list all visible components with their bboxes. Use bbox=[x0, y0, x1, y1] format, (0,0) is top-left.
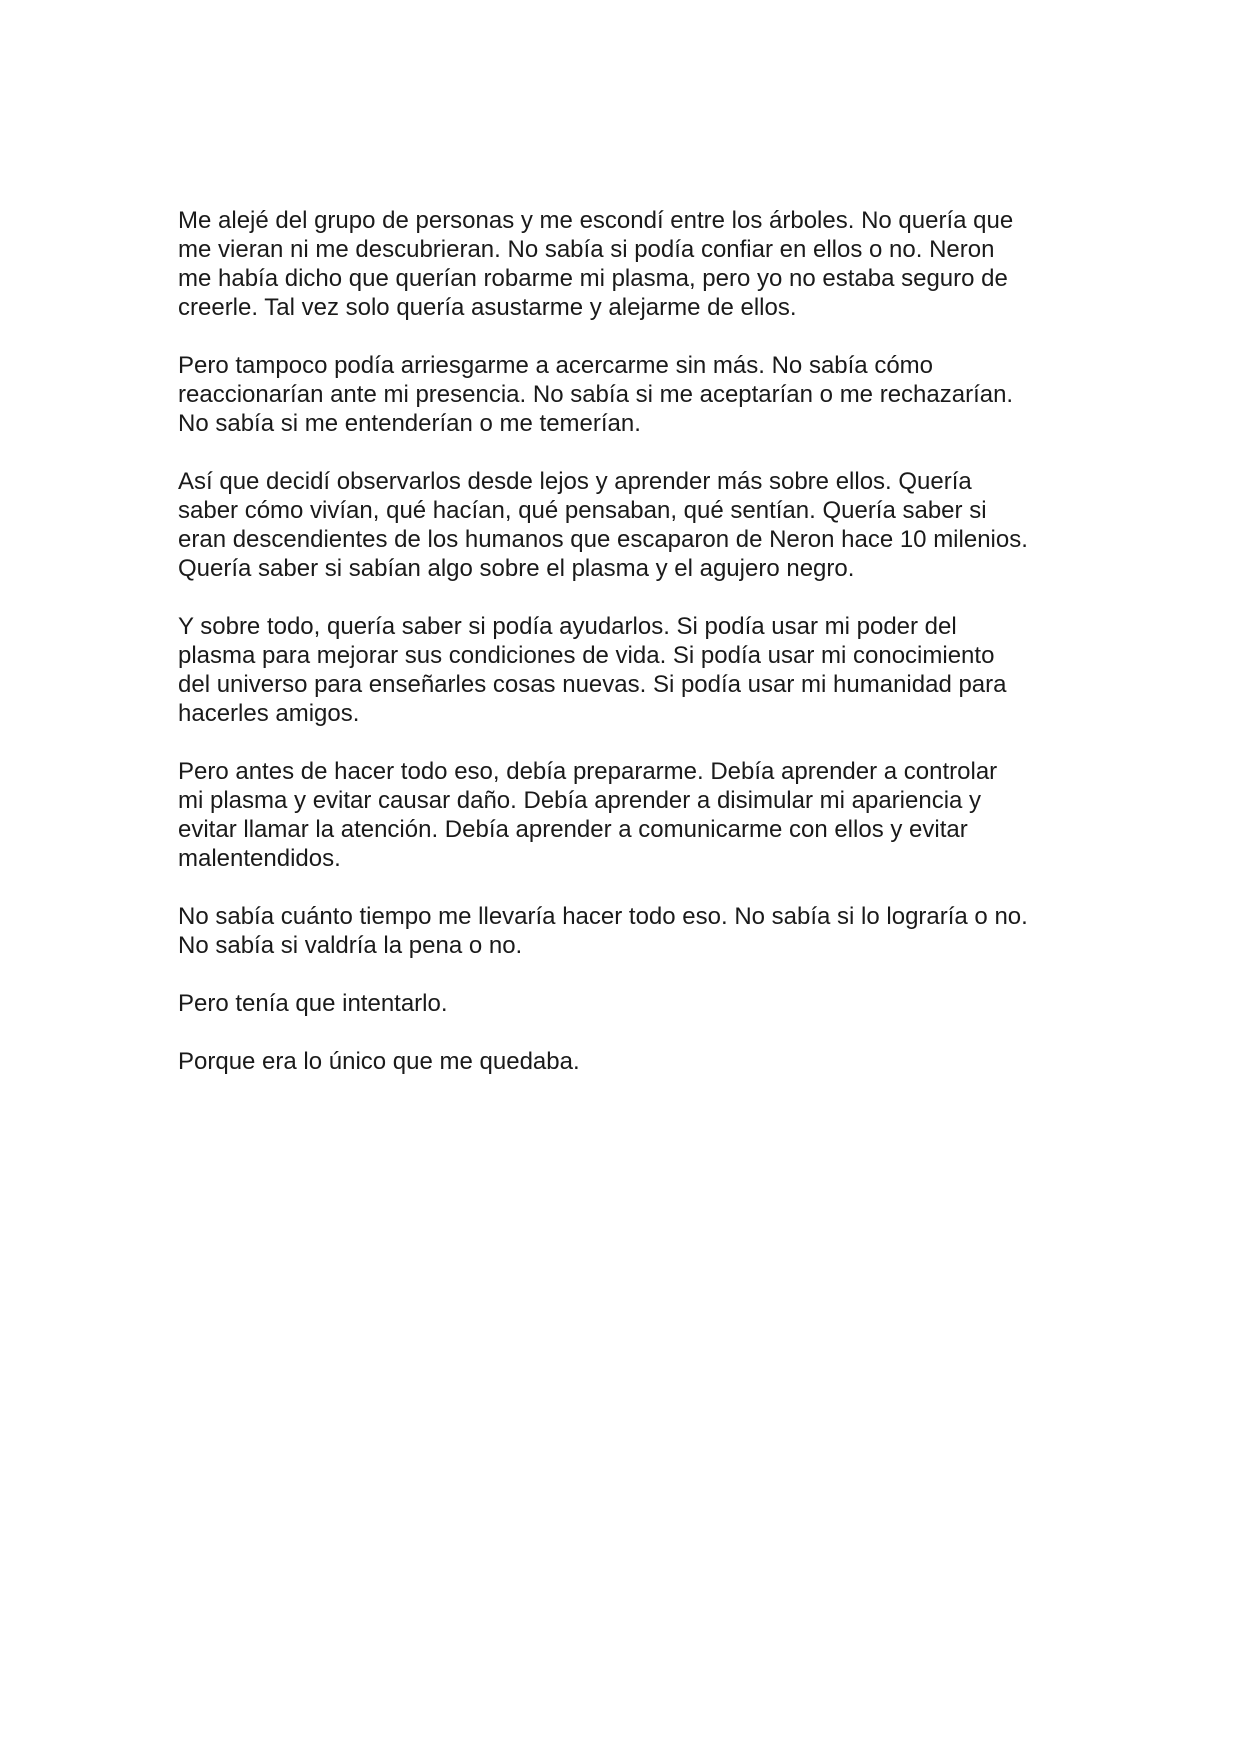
paragraph-line: evitar llamar la atención. Debía aprender a comunicarme con ellos y evitar bbox=[178, 816, 968, 843]
paragraph-line: Me alejé del grupo de personas y me escondí entre los árboles. No quería que bbox=[178, 207, 1014, 234]
paragraph-line: Porque era lo único que me quedaba. bbox=[178, 1048, 580, 1075]
paragraph-line: Así que decidí observarlos desde lejos y aprender más sobre ellos. Quería bbox=[178, 468, 972, 495]
paragraph-2 bbox=[178, 351, 1078, 438]
paragraph-line: me vieran ni me descubrieran. No sabía si podía confiar en ellos o no. Neron bbox=[178, 236, 995, 263]
paragraph-8 bbox=[178, 1047, 1078, 1076]
paragraph-line: Pero tampoco podía arriesgarme a acercarme sin más. No sabía cómo bbox=[178, 352, 934, 379]
paragraph-line: Pero antes de hacer todo eso, debía prepararme. Debía aprender a controlar bbox=[178, 758, 998, 785]
paragraph-line: Pero tenía que intentarlo. bbox=[178, 990, 448, 1017]
paragraph-line: No sabía si me entenderían o me temerían. bbox=[178, 410, 641, 437]
paragraph-1 bbox=[178, 206, 1078, 322]
paragraph-line: reaccionarían ante mi presencia. No sabía si me aceptarían o me rechazarían. bbox=[178, 381, 1014, 408]
paragraph-line: plasma para mejorar sus condiciones de vida. Si podía usar mi conocimiento bbox=[178, 642, 995, 669]
paragraph-line: No sabía cuánto tiempo me llevaría hacer todo eso. No sabía si lo lograría o no. bbox=[178, 903, 1028, 930]
paragraph-line: eran descendientes de los humanos que escaparon de Neron hace 10 milenios. bbox=[178, 526, 1028, 553]
paragraph-line: No sabía si valdría la pena o no. bbox=[178, 932, 523, 959]
paragraph-line: hacerles amigos. bbox=[178, 700, 360, 727]
paragraph-3 bbox=[178, 467, 1078, 583]
paragraph-5 bbox=[178, 757, 1078, 873]
paragraph-line: Quería saber si sabían algo sobre el plasma y el agujero negro. bbox=[178, 555, 855, 582]
paragraph-4 bbox=[178, 612, 1078, 728]
paragraph-line: Y sobre todo, quería saber si podía ayudarlos. Si podía usar mi poder del bbox=[178, 613, 957, 640]
paragraph-7 bbox=[178, 989, 1078, 1018]
paragraph-line: saber cómo vivían, qué hacían, qué pensaban, qué sentían. Quería saber si bbox=[178, 497, 987, 524]
paragraph-line: del universo para enseñarles cosas nuevas. Si podía usar mi humanidad para bbox=[178, 671, 1007, 698]
document-body bbox=[178, 206, 1078, 1105]
paragraph-line: mi plasma y evitar causar daño. Debía aprender a disimular mi apariencia y bbox=[178, 787, 982, 814]
paragraph-line: malentendidos. bbox=[178, 845, 341, 872]
paragraph-line: creerle. Tal vez solo quería asustarme y alejarme de ellos. bbox=[178, 294, 797, 321]
paragraph-6 bbox=[178, 902, 1078, 960]
paragraph-line: me había dicho que querían robarme mi plasma, pero yo no estaba seguro de bbox=[178, 265, 1008, 292]
